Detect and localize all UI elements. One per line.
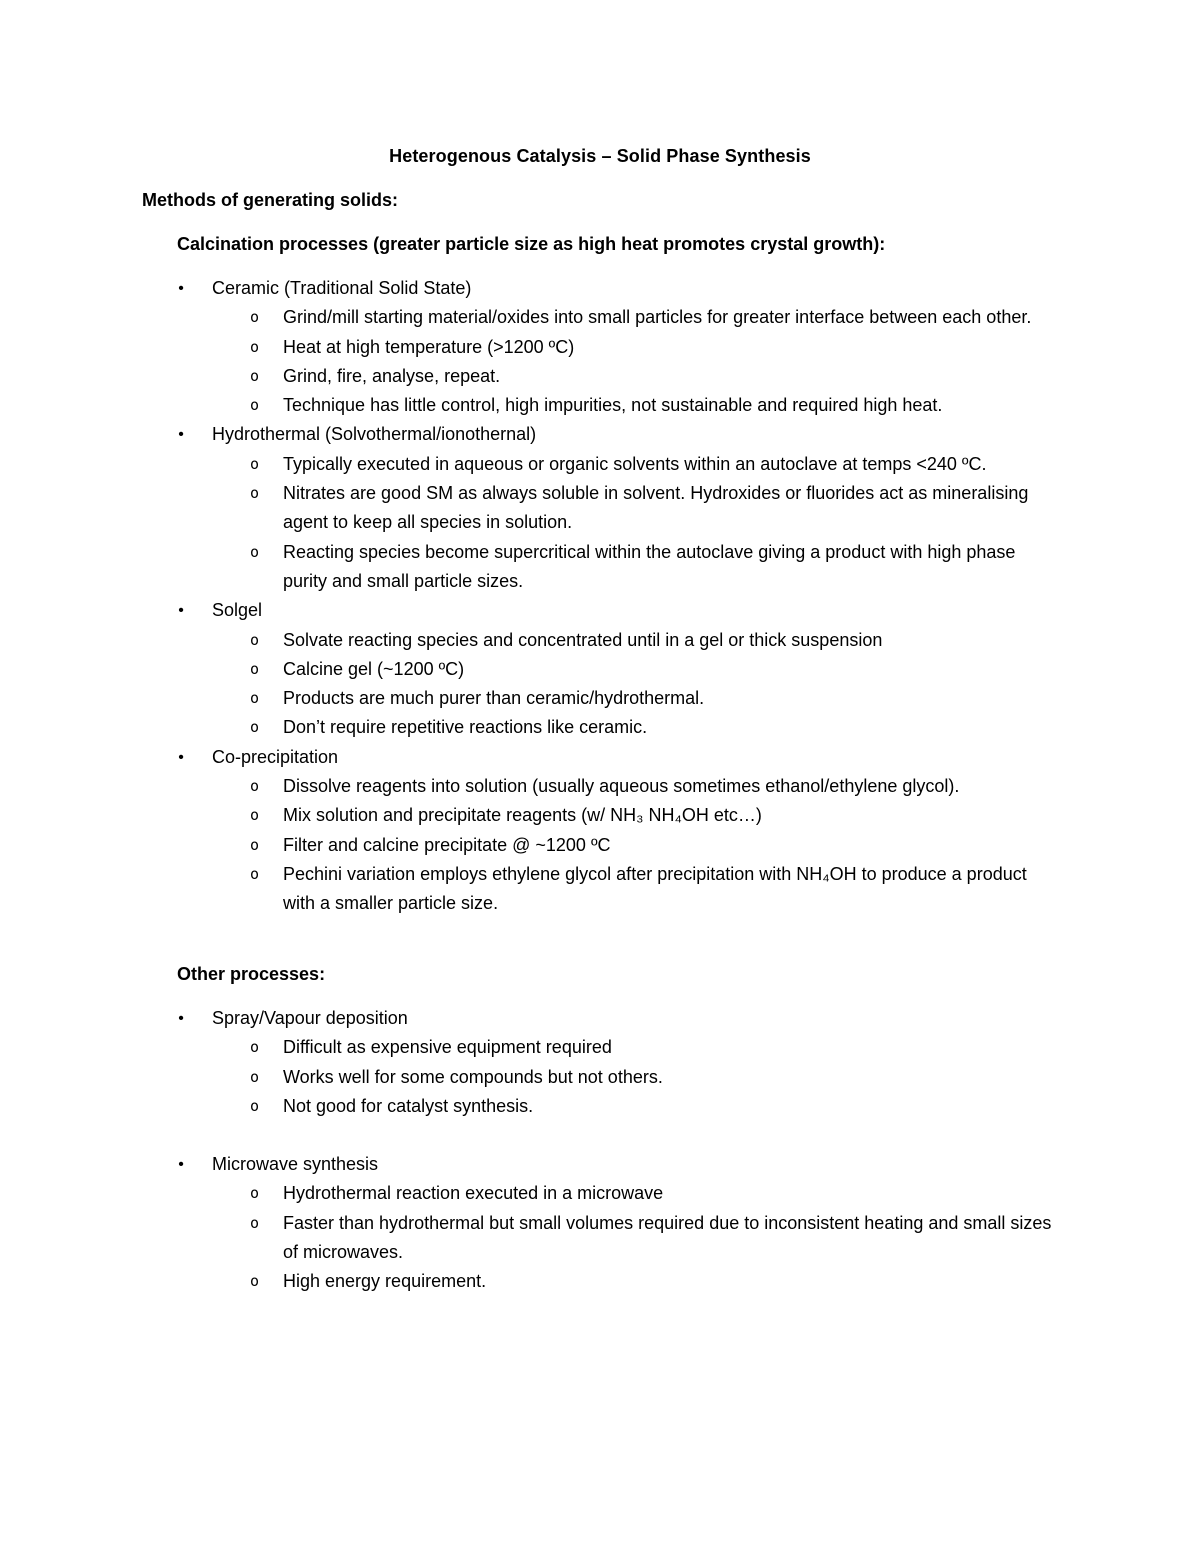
list-item-ceramic <box>0 274 1200 420</box>
sublist-item <box>212 655 1063 684</box>
document-title: Heterogenous Catalysis – Solid Phase Synthesis <box>389 146 811 166</box>
sub-marker: o <box>250 689 260 708</box>
sublist-item <box>212 479 1063 538</box>
sublist-text: Faster than hydrothermal but small volumes required due to inconsistent heating and small sizes of microwaves. <box>283 1212 1052 1263</box>
sub-marker: o <box>250 396 260 415</box>
sublist-item <box>212 538 1063 597</box>
sublist-item <box>212 684 1063 713</box>
sublist-item <box>212 1179 1063 1208</box>
sublist-text: Not good for catalyst synthesis. <box>283 1095 534 1116</box>
sublist-text: Solvate reacting species and concentrated until in a gel or thick suspension <box>283 629 883 650</box>
sub-marker: o <box>250 806 260 825</box>
sub-marker: o <box>250 337 260 356</box>
sublist <box>212 450 1200 596</box>
sublist-text: Works well for some compounds but not others. <box>283 1066 663 1087</box>
sub-marker: o <box>250 718 260 737</box>
sub-marker: o <box>250 1184 260 1203</box>
list-item-label: Hydrothermal (Solvothermal/ionothernal) <box>212 424 537 445</box>
list-item-label: Solgel <box>212 600 263 621</box>
sublist-item <box>212 1063 1063 1092</box>
sublist-text: Mix solution and precipitate reagents (w/ NH₃ NH₄OH etc…) <box>283 805 762 826</box>
sublist-text: High energy requirement. <box>283 1271 487 1292</box>
sublist-item <box>212 303 1063 332</box>
sublist-item <box>212 772 1063 801</box>
list-item-label: Co-precipitation <box>212 746 339 767</box>
list-item-label: Ceramic (Traditional Solid State) <box>212 278 472 298</box>
sub-marker: o <box>250 1096 260 1115</box>
section-heading-calcination: Calcination processes (greater particle size as high heat promotes crystal growth): <box>177 234 886 254</box>
sub-marker: o <box>250 1067 260 1086</box>
sub-marker: o <box>250 777 260 796</box>
bullet-marker: • <box>178 1156 184 1174</box>
bullet-marker: • <box>178 280 184 297</box>
sub-marker: o <box>250 659 260 678</box>
sub-marker: o <box>250 1213 260 1232</box>
sublist-text: Products are much purer than ceramic/hydrothermal. <box>283 688 705 709</box>
blank-line <box>212 1121 1200 1150</box>
sublist-text: Calcine gel (~1200 ºC) <box>283 658 465 679</box>
sublist-text: Filter and calcine precipitate @ ~1200 ºC <box>283 834 611 855</box>
sublist-item <box>212 801 1063 830</box>
sub-marker: o <box>250 1038 260 1057</box>
sublist-text: Hydrothermal reaction executed in a microwave <box>283 1183 664 1204</box>
sublist-item <box>212 333 1063 362</box>
sublist-item <box>212 860 1063 919</box>
bullet-marker: • <box>178 748 184 766</box>
sublist-text: Grind/mill starting material/oxides into small particles for greater interface between each other. <box>283 307 1032 328</box>
other-processes-list <box>0 1004 1200 1297</box>
list-item-label: Spray/Vapour deposition <box>212 1008 408 1028</box>
sublist-item <box>212 1267 1063 1296</box>
bullet-marker: • <box>178 1010 184 1027</box>
calcination-list <box>0 274 1200 919</box>
main-heading: Methods of generating solids: <box>142 190 399 210</box>
sublist-text: Don’t require repetitive reactions like ceramic. <box>283 717 648 738</box>
list-item-spray-deposition <box>0 1004 1200 1150</box>
sub-marker: o <box>250 484 260 503</box>
sublist-text: Heat at high temperature (>1200 ºC) <box>283 336 575 357</box>
list-item-co-precipitation <box>0 743 1200 919</box>
sublist-text: Difficult as expensive equipment required <box>283 1037 612 1058</box>
sub-marker: o <box>250 835 260 854</box>
list-item-hydrothermal <box>0 420 1200 596</box>
sub-marker: o <box>250 542 260 561</box>
bullet-marker: • <box>178 602 184 620</box>
sublist-item <box>212 713 1063 742</box>
sublist <box>212 1179 1200 1296</box>
sub-marker: o <box>250 1272 260 1291</box>
sub-marker: o <box>250 630 260 649</box>
sublist-text: Typically executed in aqueous or organic solvents within an autoclave at temps <240 ºC. <box>283 453 987 474</box>
sublist-text: Nitrates are good SM as always soluble in solvent. Hydroxides or fluorides act as mineralising agent to keep all species in solution. <box>283 483 1029 533</box>
sublist-text: Grind, fire, analyse, repeat. <box>283 365 501 386</box>
sublist-text: Technique has little control, high impurities, not sustainable and required high heat. <box>283 395 943 416</box>
sublist-item <box>212 391 1063 420</box>
sublist-text: Reacting species become supercritical within the autoclave giving a product with high phase purity and small particle sizes. <box>283 541 1016 591</box>
sublist-item <box>212 1209 1063 1268</box>
sub-marker: o <box>250 366 260 385</box>
list-item-solgel <box>0 596 1200 742</box>
sublist <box>212 303 1200 420</box>
sublist <box>212 626 1200 743</box>
sublist <box>212 772 1200 918</box>
sublist <box>212 1033 1200 1121</box>
section-heading-other: Other processes: <box>177 964 326 984</box>
sublist-item <box>212 1092 1063 1121</box>
list-item-microwave-synthesis <box>0 1150 1200 1296</box>
sublist-item <box>212 362 1063 391</box>
sublist-item <box>212 1033 1063 1062</box>
sublist-item <box>212 831 1063 860</box>
sub-marker: o <box>250 454 260 473</box>
sublist-text: Pechini variation employs ethylene glycol after precipitation with NH₄OH to produce a product with a smaller particle size. <box>283 863 1027 914</box>
list-item-label: Microwave synthesis <box>212 1154 379 1175</box>
sublist-item <box>212 450 1063 479</box>
sublist-text: Dissolve reagents into solution (usually aqueous sometimes ethanol/ethylene glycol). <box>283 776 960 797</box>
sub-marker: o <box>250 308 260 327</box>
sub-marker: o <box>250 864 260 883</box>
bullet-marker: • <box>178 426 184 444</box>
sublist-item <box>212 626 1063 655</box>
